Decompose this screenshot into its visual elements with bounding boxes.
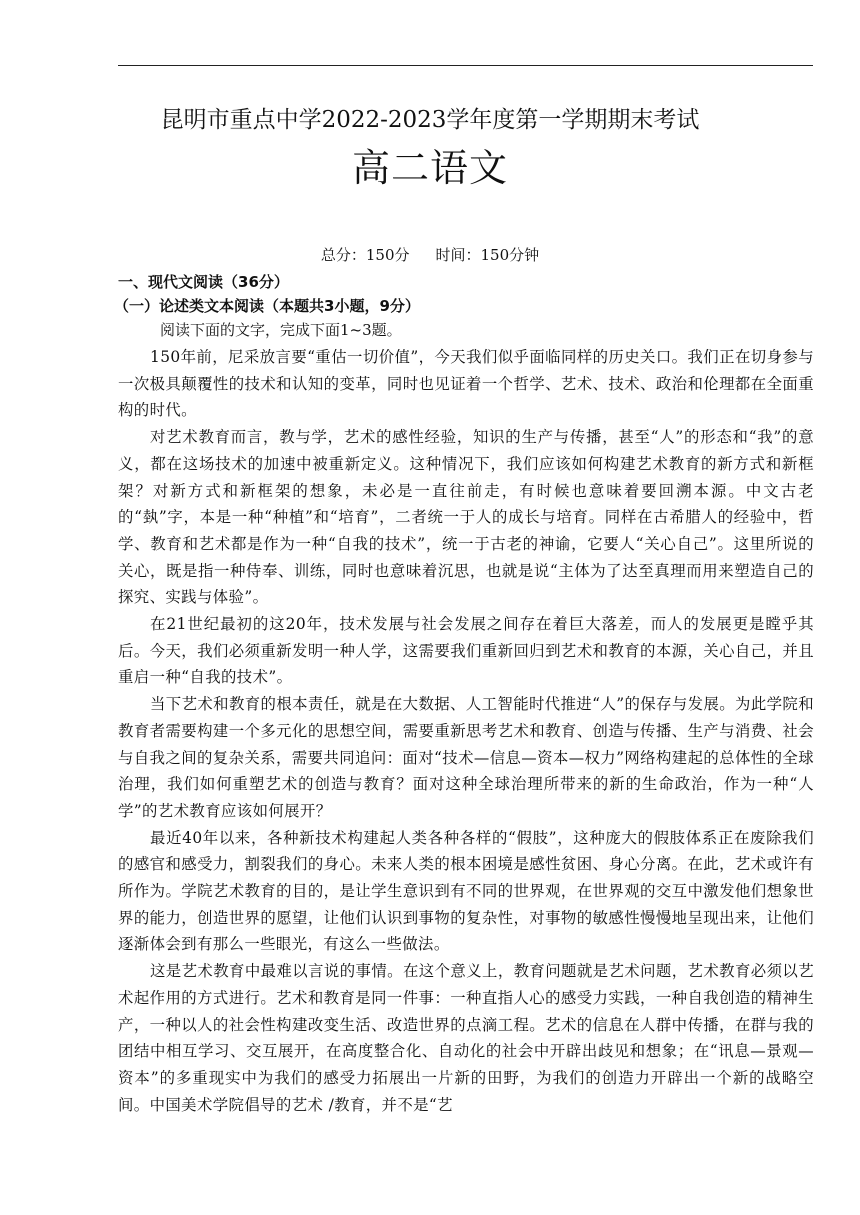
passage-paragraph-1: 150年前，尼采放言要“重估一切价值”，今天我们似乎面临同样的历史关口。我们正在切身参与一次极具颠覆性的技术和认知的变革，同时也见证着一个哲学、艺术、技术、政治和伦理都在全面重构的时代。 [118,348,814,420]
subject-title: 高二语文 [351,146,508,190]
passage-paragraph-2: 对艺术教育而言，教与学，艺术的感性经验，知识的生产与传播，甚至“人”的形态和“我”的意义，都在这场技术的加速中被重新定义。这种情况下，我们应该如何构建艺术教育的新方式和新框架？对新方式和新框架的想象，未必是一直往前走，有时候也意味着要回溯本源。中文古老的“埶”字，本是一种“种植”和“培育”，二者统一于人的成长与培育。同样在古希腊人的经验中，哲学、教育和艺术都是作为一种“自我的技术”，统一于古老的神谕，它要人“关心自己”。这里所说的关心，既是指一种侍奉、训练，同时也意味着沉思，也就是说“主体为了达至真理而用来塑造自己的探究、实践与体验”。 [118,428,814,607]
section-heading: 一、现代文阅读（36分） [118,273,289,291]
passage-paragraph-3: 在21世纪最初的这20年，技术发展与社会发展之间存在着巨大落差，而人的发展更是瞠乎其后。今天，我们必须重新发明一种人学，这需要我们重新回归到艺术和教育的本源，关心自己，并且重启一种“自我的技术”。 [118,615,814,687]
header-rule [118,65,813,66]
exam-meta [0,244,860,266]
reading-instruction: 阅读下面的文字，完成下面1~3题。 [160,321,402,339]
passage-paragraph-5: 最近40年以来，各种新技术构建起人类各种各样的“假肢”，这种庞大的假肢体系正在废除我们的感官和感受力，割裂我们的身心。未来人类的根本困境是感性贫困、身心分离。在此，艺术或许有所作为。学院艺术教育的目的，是让学生意识到有不同的世界观，在世界观的交互中激发他们想象世界的能力，创造世界的愿望，让他们认识到事物的复杂性，对事物的敏感性慢慢地呈现出来，让他们逐渐体会到有那么一些眼光，有这么一些做法。 [118,828,814,954]
passage-paragraph-4: 当下艺术和教育的根本责任，就是在大数据、人工智能时代推进“人”的保存与发展。为此学院和教育者需要构建一个多元化的思想空间，需要重新思考艺术和教育、创造与传播、生产与消费、社会与自我之间的复杂关系，需要共同追问：面对“技术—信息—资本—权力”网络构建起的总体性的全球治理，我们如何重塑艺术的创造与教育？面对这种全球治理所带来的新的生命政治，作为一种“人学”的艺术教育应该如何展开？ [118,695,814,820]
subsection-heading: （一）论述类文本阅读（本题共3小题，9分） [114,297,420,315]
exam-title: 昆明市重点中学2022-2023学年度第一学期期末考试 [160,107,700,133]
exam-body [114,270,814,1118]
time-limit: 时间：150分钟 [435,246,540,264]
passage-paragraph-6: 这是艺术教育中最难以言说的事情。在这个意义上，教育问题就是艺术问题，艺术教育必须以艺术起作用的方式进行。艺术和教育是同一件事：一种直指人心的感受力实践，一种自我创造的精神生产，一种以人的社会性构建改变生活、改造世界的点滴工程。艺术的信息在人群中传播，在群与我的团结中相互学习、交互展开，在高度整合化、自动化的社会中开辟出歧见和想象；在“讯息—景观—资本”的多重现实中为我们的感受力拓展出一片新的田野，为我们的创造力开辟出一个新的战略空间。中国美术学院倡导的艺术 /教育，并不是“艺 [118,962,814,1114]
total-score: 总分：150分 [320,246,410,264]
